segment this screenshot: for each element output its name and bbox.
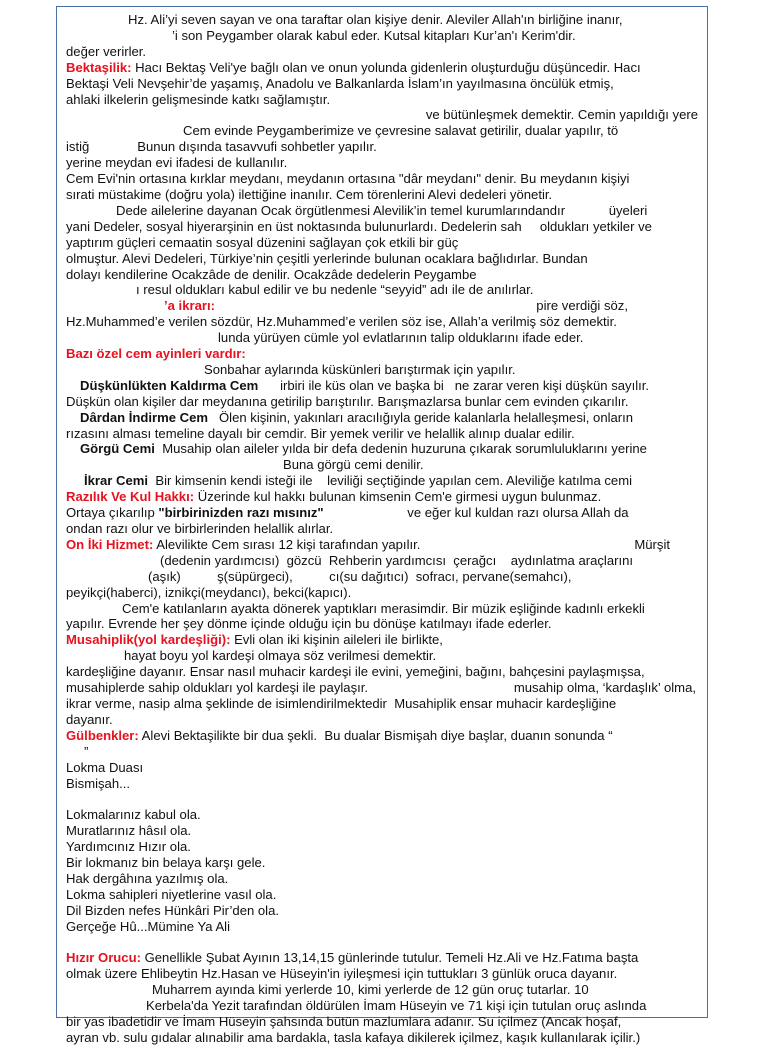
lokma-verse: Hak dergâhına yazılmış ola. (66, 870, 229, 886)
gc-paragraph: Görgü Cemi Musahip olan aileler yılda bir defa dedenin huzuruna çıkarak sorumluluklarını yerine (80, 441, 647, 457)
ayinler-line: Düşkün olan kişiler dar meydanına getirilip barıştırılır. Barışmazlarsa bunlar cem evinden çıkarılır. (66, 393, 629, 409)
ic-title: İkrar Cemi (84, 473, 149, 489)
musahiplik-line: dayanır. (66, 711, 113, 727)
hizir-paragraph: Hızır Orucu: Genellikle Şubat Ayının 13,14,15 günlerinde tutulur. Temeli Hz.Ali ve Hz.Fatıma başta (66, 950, 639, 966)
ic-paragraph: İkrar Cemi Bir kimsenin kendi isteği ile leviliği seçtiğinde yapılan cem. Aleviliğe katılma cemi (84, 473, 633, 489)
lokma-verse: Muratlarınız hâsıl ola. (66, 823, 192, 839)
ayinler-line: Sonbahar aylarında küskünleri barıştırmak için yapılır. (204, 361, 516, 377)
ayinler-line: rızasını alması temeline dayalı bir cemdir. Bir yemek verilir ve helallik alınıp dualar edilir. (66, 425, 575, 441)
hizir-heading: Hızır Orucu: (66, 950, 141, 966)
hizir-line: Kerbela'da Yezit tarafından öldürülen İmam Hüseyin ve 71 kişi için tutulan oruç aslında (146, 998, 647, 1014)
musahiplik-paragraph: Musahiplik(yol kardeşliği): Evli olan iki kişinin aileleri ile birlikte, (66, 632, 443, 648)
lokma-verses (66, 807, 704, 934)
lokma-verse: Gerçeğe Hû...Mümine Ya Ali (66, 918, 230, 934)
lokma-verse: Lokmalarınız kabul ola. (66, 807, 201, 823)
ikrar-line: Hz.Muhammed’e verilen sözdür, Hz.Muhammed’e verilen söz ise, Allah’a verilmiş söz demektir. (66, 314, 617, 330)
razilik-line: ondan razı olur ve birbirlerinden helallik alırlar. (66, 521, 334, 536)
onikihizmet-line: yapılır. Evrende her şey dönme içinde olduğu için bu dönüşe katılmayı ifade ederler. (66, 616, 552, 632)
razilik-paragraph: Razılık Ve Kul Hakkı: Üzerinde kul hakkı bulunan kimsenin Cem'e girmesi uygun bulunmaz. (66, 489, 602, 505)
musahiplik-line: kardeşliğine dayanır. Ensar nasıl muhacir kardeşi ile evini, yemeğini, bağını, bahçesini paylaşmışsa, (66, 664, 645, 680)
lokma-verse: Bir lokmanız bin belaya karşı gele. (66, 855, 266, 871)
cem-line: ve bütünleşmek demektir. Cemin yapıldığı yere (425, 107, 698, 123)
onikihizmet-line: (dedenin yardımcısı) gözcü Rehberin yardımcısı çerağcı aydınlatma araçlarını (160, 552, 634, 568)
bektasilik-line: Bektaşi Veli Nevşehir’de yaşamış, Anadolu ve Balkanlarda İslam’ın yayılmasına öncülük etmiş, (66, 75, 614, 91)
gulbenkler-line: ” (84, 743, 89, 759)
lokma-verse: Lokma sahipleri niyetlerine vasıl ola. (66, 886, 277, 902)
di-paragraph: Dârdan İndirme Cem Ölen kişinin, yakınları aracılığıyla geride kalanlarla helalleşmesi, onların (80, 409, 634, 425)
ocak-line: yani Dedeler, sosyal hiyerarşinin en üst noktasında bulunurlardı. Dedelerin sah oldukları yetkiler ve (66, 218, 652, 234)
bektasilik-paragraph: Bektaşilik: Hacı Bektaş Veli'ye bağlı olan ve onun yolunda gidenlerin oluşturduğu düşüncedir. Hacı (66, 59, 641, 75)
razilik-heading: Razılık Ve Kul Hakkı: (66, 489, 195, 505)
hizir-line: ayran vb. sulu gıdalar alınabilir ama bardakla, tasla kafaya dikilerek içilmez, kaşık kullanılarak içilir.) (66, 1029, 641, 1045)
cem-line: sırati müstakime (doğru yola) ilettiğine inanılır. Cem törenlerini Alevi dedeleri yönetir. (66, 186, 553, 202)
cem-line: Cem Evi'nin ortasına kırklar meydanı, meydanın ortasına "dâr meydanı" denir. Bu meydanın kişiyi (66, 171, 630, 187)
ocak-line: yaptırım güçleri cemaatin sosyal düzenini sağlayan çok etkili bir güç (66, 234, 459, 250)
bektasilik-line: ahlaki ilkelerin gelişmesinde katkı sağlamıştır. (66, 91, 331, 107)
musahiplik-line: hayat boyu yol kardeşi olmaya söz verilmesi demektir. (124, 648, 437, 664)
onikihizmet-line: (aşık) ş(süpürgeci), cı(su dağıtıcı) sofracı, pervane(semahcı), (148, 568, 572, 584)
cem-line: istiğ Bunun dışında tasavvufi sohbetler yapılır. (66, 139, 377, 155)
hizir-line: Muharrem ayında kimi yerlerde 10, kimi yerlerde de 12 gün oruç tutarlar. 10 (152, 982, 589, 998)
ikrar-line: lunda yürüyen cümle yol evlatlarının talip olduklarını ifade eder. (218, 330, 584, 346)
ayinler-heading: Bazı özel cem ayinleri vardır: (66, 346, 246, 362)
ayinler-line: Buna görgü cemi denilir. (283, 457, 424, 473)
ocak-line: dolayı kendilerine Ocakzâde de denilir. Ocakzâde dedelerin Peygambe (66, 266, 477, 282)
bektasilik-heading: Bektaşilik: (66, 59, 132, 75)
lokma-verse: Yardımcınız Hızır ola. (66, 839, 191, 855)
ocak-line: olmuştur. Alevi Dedeleri, Türkiye’nin çeşitli yerlerinde bulunan ocaklara bağlıdırlar. Bundan (66, 250, 588, 266)
onikihizmet-paragraph: On İki Hizmet: Alevilikte Cem sırası 12 kişi tarafından yapılır. Mürşit (66, 536, 670, 552)
gc-title: Görgü Cemi (80, 441, 155, 457)
musahiplik-line: ikrar verme, nasip alma şeklinde de isimlendirilmektedir Musahiplik ensar muhacir kardeşliğine (66, 695, 617, 711)
lokma-title: Lokma Duası (66, 759, 144, 775)
intro-line: değer verirler. (66, 43, 147, 59)
musahiplik-line: musahiplerde sahip oldukları yol kardeşi ile paylaşır. musahip olma, ‘kardaşlık’ olma, (66, 680, 696, 696)
onikihizmet-heading: On İki Hizmet: (66, 536, 154, 552)
lokma-opening: Bismişah... (66, 775, 131, 791)
gulbenkler-heading: Gülbenkler: (66, 727, 139, 743)
intro-line: Hz. Ali’yi seven sayan ve ona taraftar olan kişiye denir. Aleviler Allah'ın birliğine inanır, (128, 12, 623, 27)
gulbenkler-paragraph: Gülbenkler: Alevi Bektaşilikte bir dua şekli. Bu dualar Bismişah diye başlar, duanın sonunda “ (66, 727, 613, 743)
ikrar-line: ’a ikrarı: pire verdiği söz, (66, 298, 704, 314)
document-body (66, 12, 704, 1046)
cem-line: Cem evinde Peygamberimize ve çevresine salavat getirilir, dualar yapılır, tö (183, 123, 619, 139)
musahiplik-heading: Musahiplik(yol kardeşliği): (66, 632, 231, 648)
onikihizmet-line: Cem'e katılanların ayakta dönerek yaptıkları merasimdir. Bir müzik eşliğinde kadınlı erkekli (122, 600, 645, 616)
hizir-line: olmak üzere Ehlibeytin Hz.Hasan ve Hüseyin'in iyileşmesi için tuttukları 3 günlük oruca dayanır. (66, 966, 618, 982)
ocak-line: ı resul oldukları kabul edilir ve bu nedenle “seyyid” adı ile de anılırlar. (136, 282, 534, 298)
ikrar-heading: ’a ikrarı: (164, 298, 215, 314)
onikihizmet-line: peyikçi(haberci), iznikçi(meydancı), bekci(kapıcı). (66, 584, 352, 600)
intro-line: ’i son Peygamber olarak kabul eder. Kutsal kitapları Kur’an'ı Kerim'dir. (172, 27, 576, 43)
lokma-verse: Dil Bizden nefes Hünkâri Pir’den ola. (66, 902, 280, 918)
hizir-line: bir yas ibadetidir ve İmam Hüseyin şahsında bütün mazlumlara adanır. Su içilmez (Ancak hoşaf, (66, 1014, 622, 1030)
dk-paragraph: Düşkünlükten Kaldırma Cem irbiri ile küs olan ve başka bi ne zarar veren kişi düşkün sayılır. (80, 377, 650, 393)
dk-title: Düşkünlükten Kaldırma Cem (80, 377, 259, 393)
cem-line: yerine meydan evi ifadesi de kullanılır. (66, 155, 288, 171)
ocak-line: Dede ailelerine dayanan Ocak örgütlenmesi Alevilik’in temel kurumlarındandır üyeleri (116, 202, 648, 218)
di-title: Dârdan İndirme Cem (80, 409, 209, 425)
razilik-line: Ortaya çıkarılıp "birbirinizden razı mısınız" ve eğer kul kuldan razı olursa Allah da (66, 505, 629, 521)
